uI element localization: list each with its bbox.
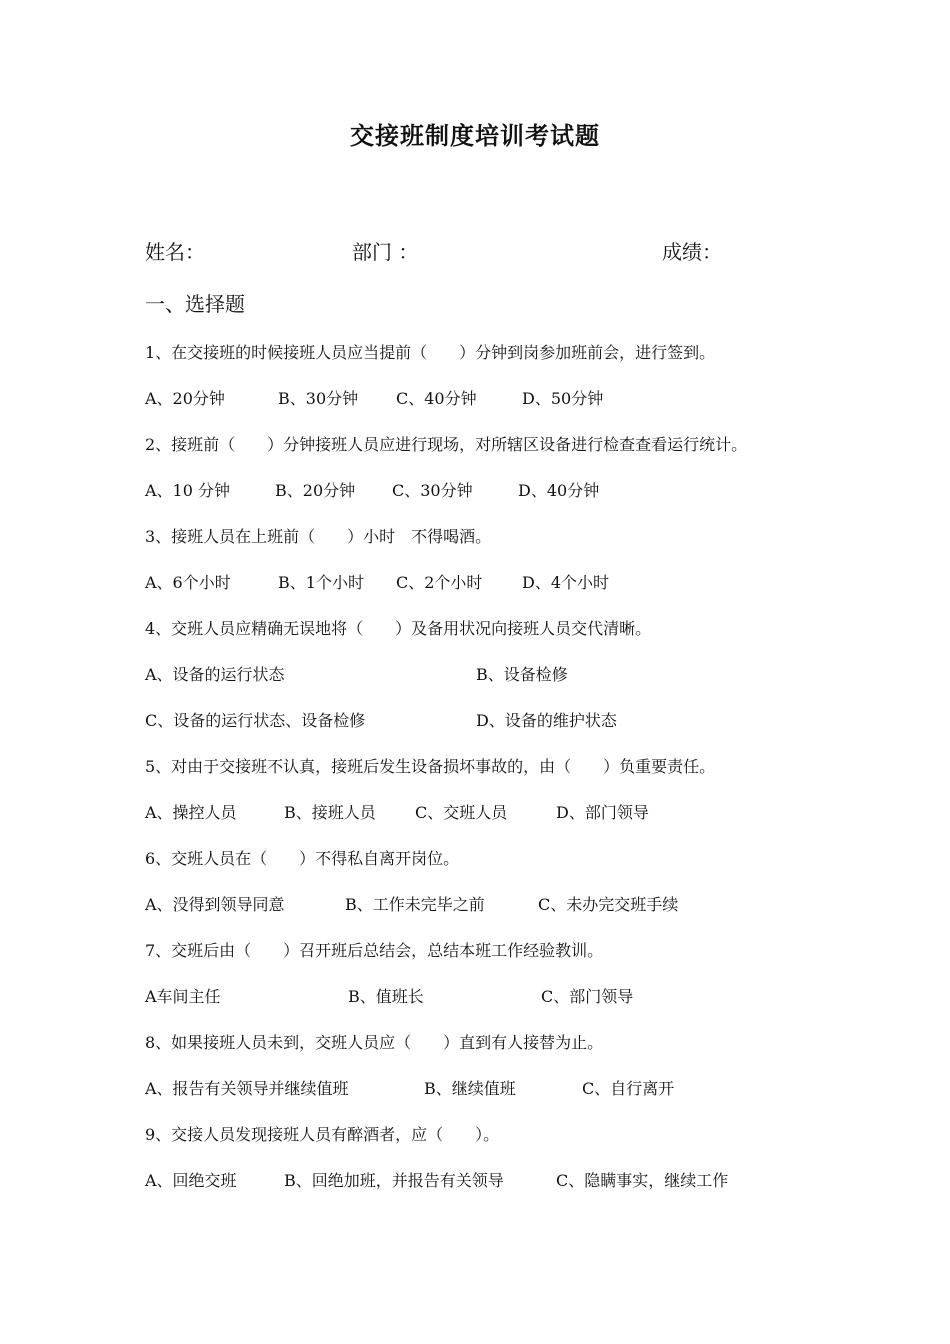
- q9-option-b: B、回绝加班，并报告有关领导: [284, 1171, 504, 1190]
- q5-option-a: A、操控人员: [145, 803, 237, 822]
- score-label: 成绩：: [662, 240, 722, 264]
- q1-option-d: D、50分钟: [522, 389, 604, 408]
- department-label: 部门 ：: [352, 240, 419, 264]
- q6-option-a: A、没得到领导同意: [145, 895, 285, 914]
- q8-option-b: B、继续值班: [424, 1079, 516, 1098]
- q2-option-a: A、10 分钟: [145, 481, 231, 500]
- document-title: 交接班制度培训考试题: [350, 121, 600, 150]
- q4-option-d: D、设备的维护状态: [476, 711, 617, 730]
- name-label: 姓名：: [145, 240, 205, 264]
- q1-option-a: A、20分钟: [145, 389, 225, 408]
- q3-option-c: C、2个小时: [396, 573, 483, 592]
- q8-option-a: A、报告有关领导并继续值班: [145, 1079, 349, 1098]
- question-8: 8、如果接班人员未到，交班人员应（ ）直到有人接替为止。: [145, 1033, 604, 1052]
- q4-option-b: B、设备检修: [476, 665, 568, 684]
- q9-option-a: A、回绝交班: [145, 1171, 237, 1190]
- question-6: 6、交班人员在（ ）不得私自离开岗位。: [145, 849, 460, 868]
- question-1: 1、在交接班的时候接班人员应当提前（ ）分钟到岗参加班前会，进行签到。: [145, 343, 716, 362]
- q3-option-a: A、6个小时: [145, 573, 231, 592]
- q4-option-a: A、设备的运行状态: [145, 665, 285, 684]
- q7-option-b: B、值班长: [348, 987, 424, 1006]
- q3-option-d: D、4个小时: [522, 573, 610, 592]
- q1-option-b: B、30分钟: [278, 389, 359, 408]
- question-3: 3、接班人员在上班前（ ）小时 不得喝酒。: [145, 527, 492, 546]
- q7-option-a: A车间主任: [145, 987, 221, 1006]
- section-heading: 一、选择题: [145, 292, 245, 316]
- question-4: 4、交班人员应精确无误地将（ ）及备用状况向接班人员交代清晰。: [145, 619, 652, 638]
- question-7: 7、交班后由（ ）召开班后总结会，总结本班工作经验教训。: [145, 941, 604, 960]
- q5-option-d: D、部门领导: [556, 803, 649, 822]
- q1-option-c: C、40分钟: [396, 389, 477, 408]
- q8-option-c: C、自行离开: [582, 1079, 675, 1098]
- q3-option-b: B、1个小时: [278, 573, 364, 592]
- q2-option-c: C、30分钟: [392, 481, 473, 500]
- q6-option-b: B、工作未完毕之前: [345, 895, 485, 914]
- q7-option-c: C、部门领导: [541, 987, 634, 1006]
- q6-option-c: C、未办完交班手续: [538, 895, 679, 914]
- q9-option-c: C、隐瞒事实，继续工作: [556, 1171, 729, 1190]
- q5-option-c: C、交班人员: [415, 803, 508, 822]
- q5-option-b: B、接班人员: [284, 803, 376, 822]
- q2-option-b: B、20分钟: [275, 481, 356, 500]
- question-5: 5、对由于交接班不认真，接班后发生设备损坏事故的，由（ ）负重要责任。: [145, 757, 716, 776]
- q2-option-d: D、40分钟: [518, 481, 600, 500]
- q4-option-c: C、设备的运行状态、设备检修: [145, 711, 366, 730]
- question-9: 9、交接人员发现接班人员有醉酒者，应（ ）。: [145, 1125, 500, 1144]
- question-2: 2、接班前（ ）分钟接班人员应进行现场，对所辖区设备进行检查查看运行统计。: [145, 435, 748, 454]
